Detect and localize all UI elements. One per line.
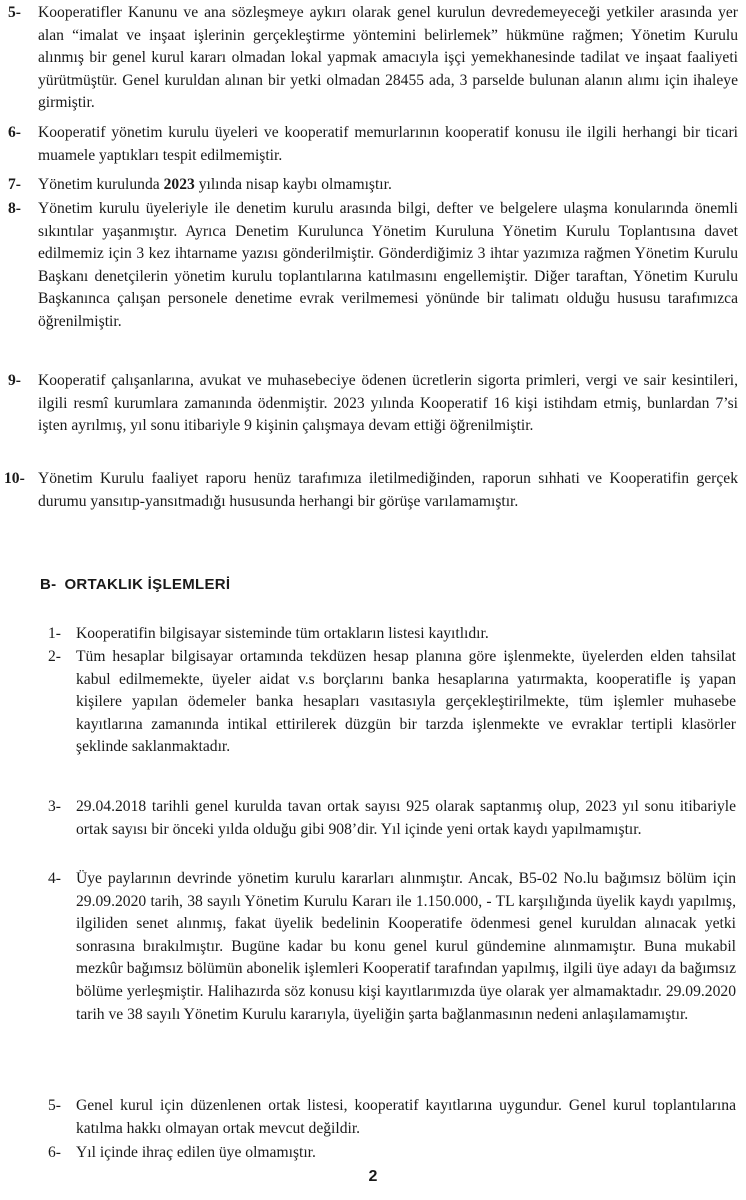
paragraph-b5: Genel kurul için düzenlenen ortak listesi, kooperatif kayıtlarına uygundur. Genel kurul toplantılarına katılma hakkı olmayan ortak mevcut değildir. [76,1097,736,1137]
item-number: 8- [8,200,21,217]
item-number: 1- [48,625,61,642]
paragraph-b2: Tüm hesaplar bilgisayar ortamında tekdüzen hesap planına göre işlenmekte, üyelerden elden tahsilat kabul edilmemekte, üyeler aidat v.s borçlarını banka hesaplarına yatırmakta, kooperatifle iş yapan kişilere yapılan ödemeler banka hesapları vasıtasıyla gerçekleştirilmekte, tüm işlemler muhasebe kayıtlarına zamanında intikal ettirilerek düzgün bir tarzda işlenmekte ve evraklar tertipli klasörler şeklinde saklanmaktadır. [76,648,736,756]
page-number: 2 [368,1168,378,1185]
item-number: 2- [48,648,61,665]
item-number: 6- [48,1144,61,1161]
section-b-heading: B- ORTAKLIK İŞLEMLERİ [40,576,231,593]
item-number: 3- [48,798,61,815]
paragraph-a8: Yönetim kurulu üyeleriyle ile denetim kurulu arasında bilgi, defter ve belgelere ulaşma konularında önemli sıkıntılar yaşanmıştır. Ayrıca Denetim Kurulunca Yönetim Kuruluna Yönetim Kurulu Toplantısına davet edilmemiz için 3 kez ihtarname yazısı gönderilmiştir. Gönderdiğimiz 3 ihtar yazımıza rağmen Yönetim Kurulu Başkanı denetçilerin yönetim kurulu toplantılarına katılmasını engellemiştir. Diğer taraftan, Yönetim Kurulu Başkanınca çalışan personele denetime evrak verilmemesi yönünde bir talimatı olduğu hususu tarafımızca öğrenilmiştir. [38,200,738,330]
paragraph-a7: Yönetim kurulunda 2023 yılında nisap kaybı olmamıştır. [38,176,392,193]
paragraph-b3: 29.04.2018 tarihli genel kurulda tavan ortak sayısı 925 olarak saptanmış olup, 2023 yıl sonu itibariyle ortak sayısı bir önceki yılda olduğu gibi 908’dir. Yıl içinde yeni ortak kaydı yapılmamıştır. [76,798,736,838]
year-bold: 2023 [163,176,195,193]
paragraph-a5: Kooperatifler Kanunu ve ana sözleşmeye aykırı olarak genel kurulun devredemeyeceği yetkiler arasında yer alan “imalat ve inşaat işlerinin gerçekleştirme yöntemini belirlemek” hükmüne rağmen; Yönetim Kurulu alınmış bir genel kurul kararı olmadan lokal yapmak amacıyla işçi yemekhanesinde tadilat ve inşaat faaliyeti yürütmüştür. Genel kuruldan alınan bir yetki olmadan 28455 ada, 3 parselde bulunan alanın alımı için ihaleye girmiştir. [38,4,738,112]
item-number: 5- [8,4,21,21]
item-number: 9- [8,372,21,389]
paragraph-b6: Yıl içinde ihraç edilen üye olmamıştır. [76,1144,316,1161]
item-number: 7- [8,176,21,193]
item-number: 6- [8,124,21,141]
paragraph-a9: Kooperatif çalışanlarına, avukat ve muhasebeciye ödenen ücretlerin sigorta primleri, vergi ve sair kesintileri, ilgili resmî kurumlara zamanında ödenmiştir. 2023 yılında Kooperatif 16 kişi istihdam etmiş, bunlardan 7’si işten ayrılmış, yıl sonu itibariyle 9 kişinin çalışmaya devam ettiği öğrenilmiştir. [38,372,738,435]
item-number: 4- [48,870,61,887]
paragraph-b1: Kooperatifin bilgisayar sisteminde tüm ortakların listesi kayıtlıdır. [76,625,489,642]
paragraph-a10: Yönetim Kurulu faaliyet raporu henüz tarafımıza iletilmediğinden, raporun sıhhati ve Kooperatifin gerçek durumu yansıtıp-yansıtmadığı hususunda herhangi bir görüşe varılamamıştır. [38,470,738,510]
item-number: 5- [48,1097,61,1114]
item-number: 10- [4,470,25,487]
paragraph-b4: Üye paylarının devrinde yönetim kurulu kararları alınmıştır. Ancak, B5-02 No.lu bağımsız bölüm için 29.09.2020 tarih, 38 sayılı Yönetim Kurulu Kararı ile 1.150.000, - TL karşılığında üyelik kaydı yapılmış, ilgiliden senet alınmış, fakat üyelik bedelinin Kooperatife ödenmesi genel kuruldan alınacak yetki sonrasına bırakılmıştır. Bugüne kadar bu konu genel kurul gündemine alınmamıştır. Buna mukabil mezkûr bağımsız bölümün abonelik işlemleri Kooperatif tarafından yapılmış, ilgili üye adayı da bağımsız bölüme yerleşmiştir. Halihazırda söz konusu kişi kayıtlarımızda üye olarak yer almamaktadır. 29.09.2020 tarih ve 38 sayılı Yönetim Kurulu kararıyla, üyeliğin şarta bağlanmasının nedeni anlaşılamamıştır. [76,870,736,1023]
paragraph-a6: Kooperatif yönetim kurulu üyeleri ve kooperatif memurlarının kooperatif konusu ile ilgili herhangi bir ticari muamele yaptıkları tespit edilmemiştir. [38,124,738,164]
